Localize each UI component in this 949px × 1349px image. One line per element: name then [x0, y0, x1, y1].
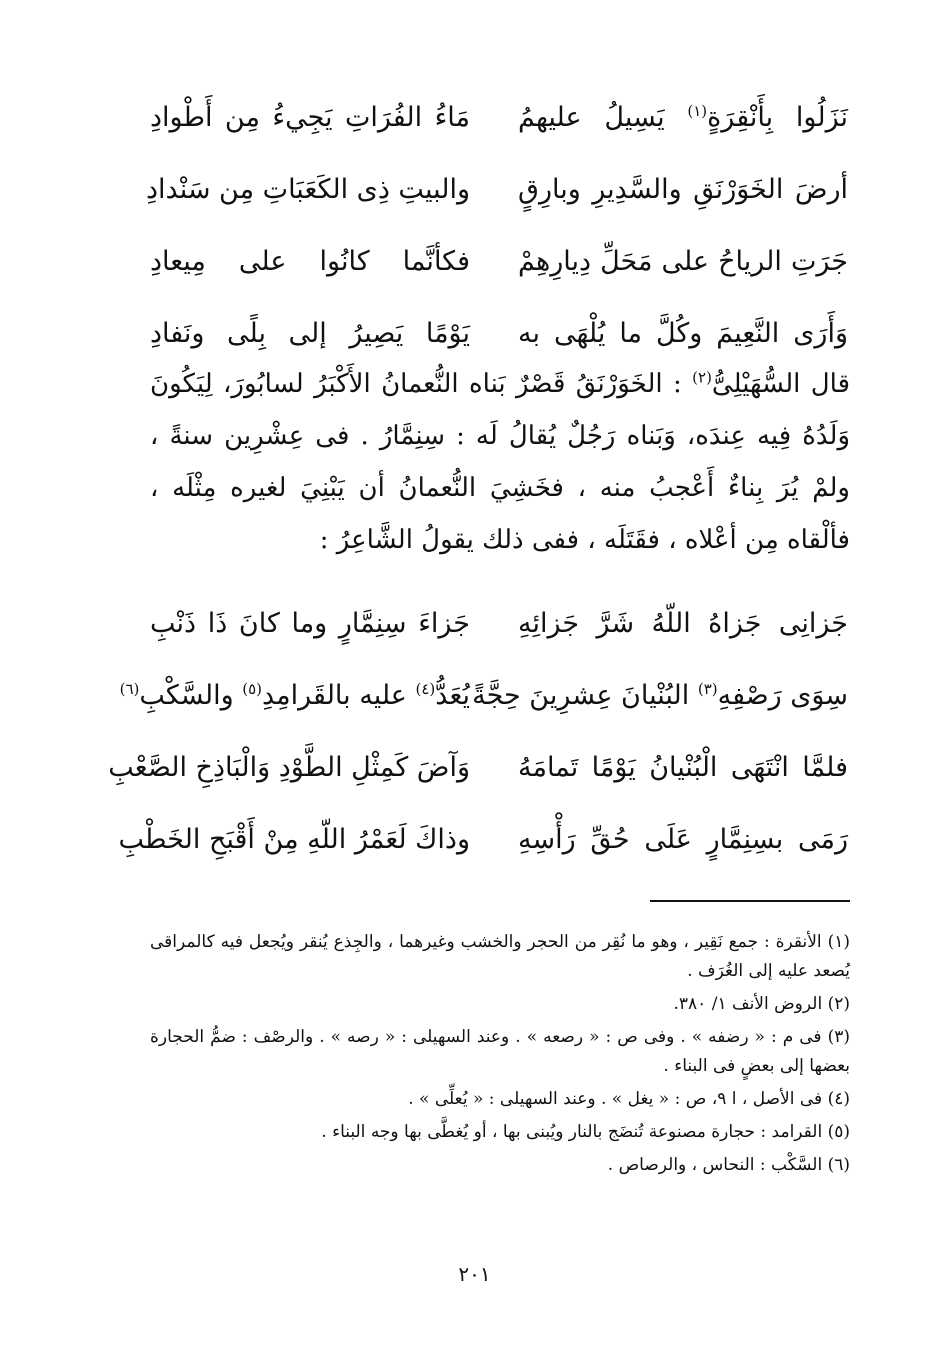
footnote: (٣) فى م : « رضفه » . وفى ص : « رصعه » . وعند السهيلى : « رصه » . والرصْف : ضمُّ الحجارة بعضها إلى بعضٍ فى البناء .	[150, 1027, 850, 1076]
verse-line	[150, 588, 848, 660]
verse-line	[146, 154, 848, 226]
verse-first-hemistich: سِوَى رَصْفِهِ$^{(٣)}$ البُنْيانَ عِشرِينَ حِجَّةً	[472, 680, 848, 711]
verse-second-hemistich: والبيتِ ذِى الكَعَبَاتِ مِن سَنْدادِ	[146, 174, 470, 205]
verse-second-hemistich: يَوْمًا يَصِيرُ إلى بِلًى ونَفادِ	[150, 318, 470, 349]
verse-line	[119, 660, 848, 732]
verse-line	[108, 732, 848, 804]
footnote-divider	[650, 900, 850, 902]
footnote-marker: (٥)	[242, 680, 262, 698]
poem-bottom	[108, 588, 848, 876]
page-number: ٢٠١	[458, 1262, 491, 1286]
poem-top	[146, 82, 848, 370]
footnote: (٢) الروض الأنف ١/ ٣٨٠.	[673, 994, 850, 1014]
verse-first-hemistich: نَزَلُوا بِأَنْقِرَةٍ$^{(١)}$ يَسِيلُ عليهمُ	[518, 102, 848, 133]
footnote-marker: (٢)	[692, 368, 712, 387]
footnote: (٦) السَّكْب : النحاس ، والرصاص .	[607, 1155, 850, 1175]
verse-second-hemistich: وَآضَ كَمِثْلِ الطَّوْدِ وَالْبَاذِخِ الصَّعْبِ	[108, 752, 470, 783]
verse-second-hemistich: فكأنَّما كانُوا على مِيعادِ	[150, 246, 470, 277]
verse-line	[150, 226, 848, 298]
verse-first-hemistich: أرضَ الخَوَرْنَقِ والسَّدِيرِ وبارِقٍ	[518, 174, 848, 205]
verse-first-hemistich: رَمَى بسِنِمَّارٍ عَلَى حُقِّ رَأْسِهِ	[518, 824, 848, 855]
footnote: (٤) فى الأصل ، ا ٩، ص : « يغل » . وعند السهيلى : « يُعلِّى » .	[408, 1089, 850, 1109]
verse-first-hemistich: وَأَرَى النَّعِيمَ وكُلَّ ما يُلْهَى به	[518, 318, 848, 349]
verse-first-hemistich: فلمَّا انْتَهَى الْبُنْيانُ يَوْمًا تَمامَهُ	[518, 752, 848, 783]
verse-line	[118, 804, 848, 876]
verse-second-hemistich: مَاءُ الفُرَاتِ يَجِيءُ مِن أَطْوادِ	[150, 102, 470, 133]
verse-first-hemistich: جَزانِى جَزاهُ اللّهُ شَرَّ جَزائِهِ	[518, 608, 848, 639]
footnote: (١) الأنقرة : جمع نَقِير ، وهو ما نُقِر من الحجر والخشب وغيرهما ، والجِذع يُنقر ويُجعل فيه كالمراقى يُصعد عليه إلى الغُرَف .	[150, 932, 850, 981]
footnote-marker: (٣)	[697, 680, 718, 698]
verse-second-hemistich: جَزاءَ سِنِمَّارٍ وما كانَ ذَا ذَنْبِ	[150, 608, 470, 639]
verse-first-hemistich: جَرَتِ الرياحُ على مَحَلِّ دِيارِهِمْ	[518, 246, 848, 277]
footnote-marker: (٦)	[119, 680, 140, 698]
footnotes	[150, 928, 850, 1184]
verse-line	[150, 82, 848, 154]
footnote: (٥) القرامد : حجارة مصنوعة تُنضَج بالنار ويُبنى بها ، أو يُغطَّى بها وجه البناء .	[321, 1122, 850, 1142]
verse-second-hemistich: وذاكَ لَعَمْرُ اللّهِ مِنْ أَقْبَحِ الخَطْبِ	[118, 824, 470, 855]
footnote-marker: (٤)	[415, 680, 436, 698]
prose-paragraph: قال السُّهَيْلِىُّ$^{(٢)}$ : الخَوَرْنَقُ قَصْرٌ بَناه النُّعمانُ الأَكْبَرُ لسابُورَ، لِيَكُونَ وَلَدُهُ فِيه عِندَه، وَبَناه رَجُلٌ يُقالُ لَه : سِنِمَّارُ . فى عِشْرِين سنةً ، ولمْ يُرَ بِناءٌ أَعْجبُ منه ، فخَشِيَ النُّعمانُ أن يَبْنِيَ لغيره مِثْلَه ، فألْقاه مِن أعْلاه ، فقَتَلَه ، ففى ذلك يقولُ الشَّاعِرُ :	[150, 368, 850, 555]
footnote-marker: (١)	[687, 102, 708, 120]
verse-second-hemistich: يُعَدُّ$^{(٤)}$ عليه بالقَرامِدِ$^{(٥)}$ والسَّكْبِ$^{(٦)}$	[119, 680, 470, 711]
